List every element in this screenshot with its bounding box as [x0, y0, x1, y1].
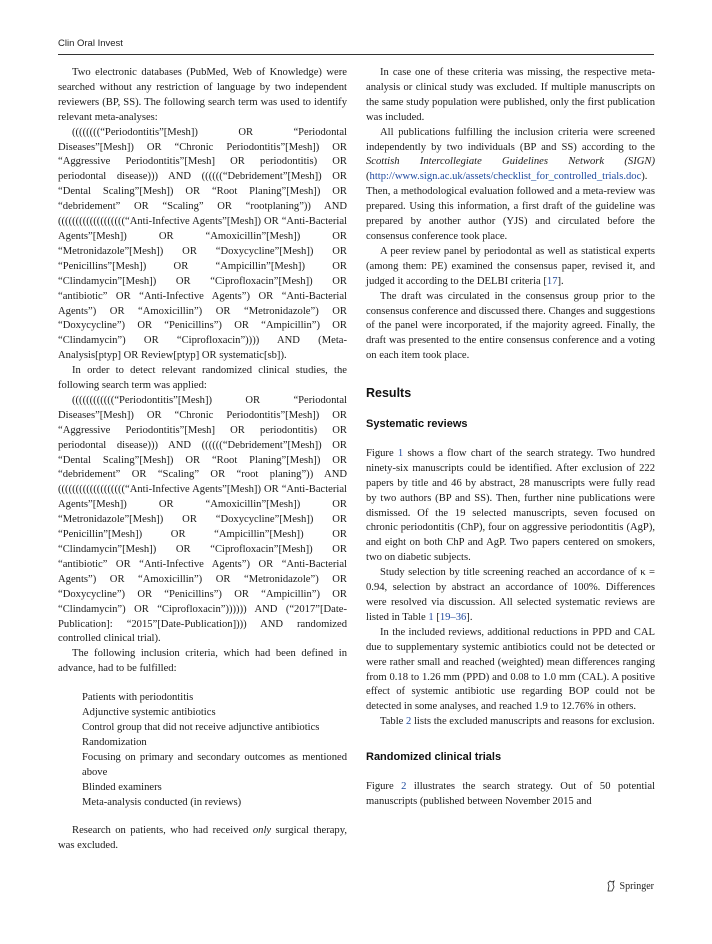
paragraph: The draft was circulated in the consensus group prior to the consensus conference and discussed there. Changes and suggestions of the panel were incorporated, if the majority agreed. Finally, the draft was presented to the entire consensus conference and a voting on each item took place. — [366, 290, 655, 362]
paragraph: Figure 1 shows a flow chart of the search strategy. Two hundred ninety-six manuscripts could be identified. After exclusion of 222 papers by title and 46 by abstract, 28 manuscripts were fully read by two authors (BP and SS). Then, further nine publications were dismissed. Of the 19 selected manuscripts, seven focused on chronic periodontitis (ChP), four on aggressive periodontitis (AgP), and eight on both ChP and AgP. Two papers centered on smokers, two on diabetic subjects. — [366, 447, 655, 564]
table-link[interactable]: 2 — [406, 716, 412, 728]
paragraph: The following inclusion criteria, which had been defined in advance, had to be fulfilled: — [58, 648, 347, 675]
publisher-logo — [606, 880, 654, 892]
running-head: Clin Oral Invest — [58, 38, 123, 49]
list-item: Blinded examiners — [82, 781, 162, 793]
paragraph: In case one of these criteria was missing, the respective meta-analysis or clinical study was excluded. If multiple manuscripts on the same study population were published, only the first publication was included. — [366, 67, 655, 123]
list-item: Patients with periodontitis — [82, 692, 194, 704]
list-item: Adjunctive systemic antibiotics — [82, 707, 216, 719]
paragraph: All publications fulfilling the inclusion criteria were screened independently by two individuals (BP and SS) according to the Scottish Intercollegiate Guidelines Network (SIGN) (http://www.sign.ac.uk/assets/checklist_for_controlled_trials.doc). Then, a methodological evaluation followed and a meta-review was prepared. Using this information, a first draft of the guideline was prepared by another author (YJS) and circulated before the consensus conference took place. — [366, 126, 655, 242]
springer-horse-icon — [606, 880, 616, 892]
list-item: Focusing on primary and secondary outcomes as mentioned above — [82, 751, 347, 778]
paragraph: Table 2 lists the excluded manuscripts and reasons for exclusion. — [380, 716, 655, 728]
paragraph: Research on patients, who had received only surgical therapy, was excluded. — [58, 825, 347, 852]
paragraph: In order to detect relevant randomized clinical studies, the following search term was applied: — [58, 365, 347, 392]
citation-link[interactable]: 19–36 — [439, 611, 467, 623]
header-rule — [58, 54, 654, 55]
paragraph: Two electronic databases (PubMed, Web of Knowledge) were searched without any restriction of language by two independent reviewers (BP, SS). The following search term was used to identify relevant meta-analyses: — [58, 67, 347, 123]
table-link[interactable]: 1 — [428, 611, 434, 623]
paragraph: Study selection by title screening reached an accordance of κ = 0.94, selection by abstract an accordance of 100%. Differences were resolved via discussion. All selected systematic reviews are listed in Table 1 [19–36]. — [366, 567, 655, 623]
list-item: Control group that did not receive adjunctive antibiotics — [82, 721, 320, 733]
paragraph: Figure 2 illustrates the search strategy. Out of 50 potential manuscripts (published between November 2015 and — [366, 781, 655, 807]
left-column — [58, 66, 347, 854]
list-item: Randomization — [82, 736, 147, 748]
section-heading-results: Results — [366, 386, 412, 401]
paragraph: A peer review panel by periodontal as well as statistical experts (among them: PE) examined the consensus paper, revised it, and judged it according to the DELBI criteria [17]. — [366, 245, 655, 287]
search-term-rct: ((((((((((((“Periodontitis”[Mesh]) OR “Periodontal Diseases”[Mesh]) OR “Chronic Periodontitis”[Mesh]) OR “Aggressive Periodontitis”[Mesh] OR periodontitis) OR periodontal disease))) AND ((((((“Debridement”[Mesh]) OR “Dental Scaling”[Mesh]) OR “Root Planing”[Mesh]) OR “debridement” OR “Scaling” OR “root planing”)) AND (((((((((((((((((((“Anti-Infective Agents”[Mesh]) OR “Anti-Bacterial Agents”[Mesh]) OR “Amoxicillin”[Mesh]) OR “Metronidazole”[Mesh]) OR “Doxycycline”[Mesh]) OR “Penicillin”[Mesh]) OR “Ampicillin”[Mesh]) OR “Clindamycin”[Mesh]) OR “Ciprofloxacin”[Mesh]) OR “antibiotic” OR “Anti-Infective Agents”) OR “Anti-Bacterial Agents”) OR “Amoxicillin”) OR “Metronidazole”) OR “Doxycycline”) OR “Penicillins”) OR “Ampicillin”) OR “Clindamycin”) OR “Ciprofloxacin”)))))) AND (“2017”[Date-Publication]: “2015”[Date-Publication]))) AND randomized controlled clinical trial). — [58, 394, 347, 645]
paragraph: In the included reviews, additional reductions in PPD and CAL due to supplementary systemic antibiotics could not be detected or were rather small and reached (weighted) mean differences ranging from 0.18 to 1.26 mm (PPD) and 0.08 to 1.0 mm (CAL). A positive effect of systemic antibiotic use regarding BOP could not be detected in some analyses, and reached 1.9 to 12.76% in others. — [366, 626, 655, 713]
citation-link[interactable]: 17 — [546, 275, 558, 287]
list-item: Meta-analysis conducted (in reviews) — [82, 796, 242, 808]
search-term-meta-analyses: ((((((((“Periodontitis”[Mesh]) OR “Periodontal Diseases”[Mesh]) OR “Chronic Periodontitis”[Mesh]) OR “Aggressive Periodontitis”[Mesh] OR periodontitis) OR periodontal disease))) AND ((((((“Debridement”[Mesh]) OR “Dental Scaling”[Mesh]) OR “Root Planing”[Mesh]) OR “debridement” OR “Scaling” OR “rootplaning”)) AND (((((((((((((((((((“Anti-Infective Agents”[Mesh]) OR “Anti-Bacterial Agents”[Mesh]) OR “Amoxicillin”[Mesh]) OR “Metronidazole”[Mesh]) OR “Doxycycline”[Mesh]) OR “Penicillins”[Mesh]) OR “Ampicillin”[Mesh]) OR “Clindamycin”[Mesh]) OR “Ciprofloxacin”[Mesh]) OR “antibiotic” OR “Anti-Infective Agents”) OR “Anti-Bacterial Agents”) OR “Amoxicillin”) OR “Metronidazole”) OR “Doxycycline”) OR “Penicillins”) OR “Ampicillin”) OR “Clindamycin”) OR “Ciprofloxacin”)))) AND (Meta-Analysis[ptyp] OR Review[ptyp] OR systematic[sb]). — [58, 126, 347, 362]
subsection-heading-systematic-reviews: Systematic reviews — [366, 418, 468, 431]
sign-checklist-link[interactable]: http://www.sign.ac.uk/assets/checklist_for_controlled_trials.doc — [369, 171, 642, 183]
right-column — [366, 66, 655, 810]
publisher-name: Springer — [619, 880, 654, 892]
figure-link[interactable]: 2 — [401, 781, 407, 793]
figure-link[interactable]: 1 — [397, 447, 404, 459]
subsection-heading-randomized-clinical-trials: Randomized clinical trials — [366, 751, 502, 764]
inclusion-criteria-list — [58, 691, 347, 810]
